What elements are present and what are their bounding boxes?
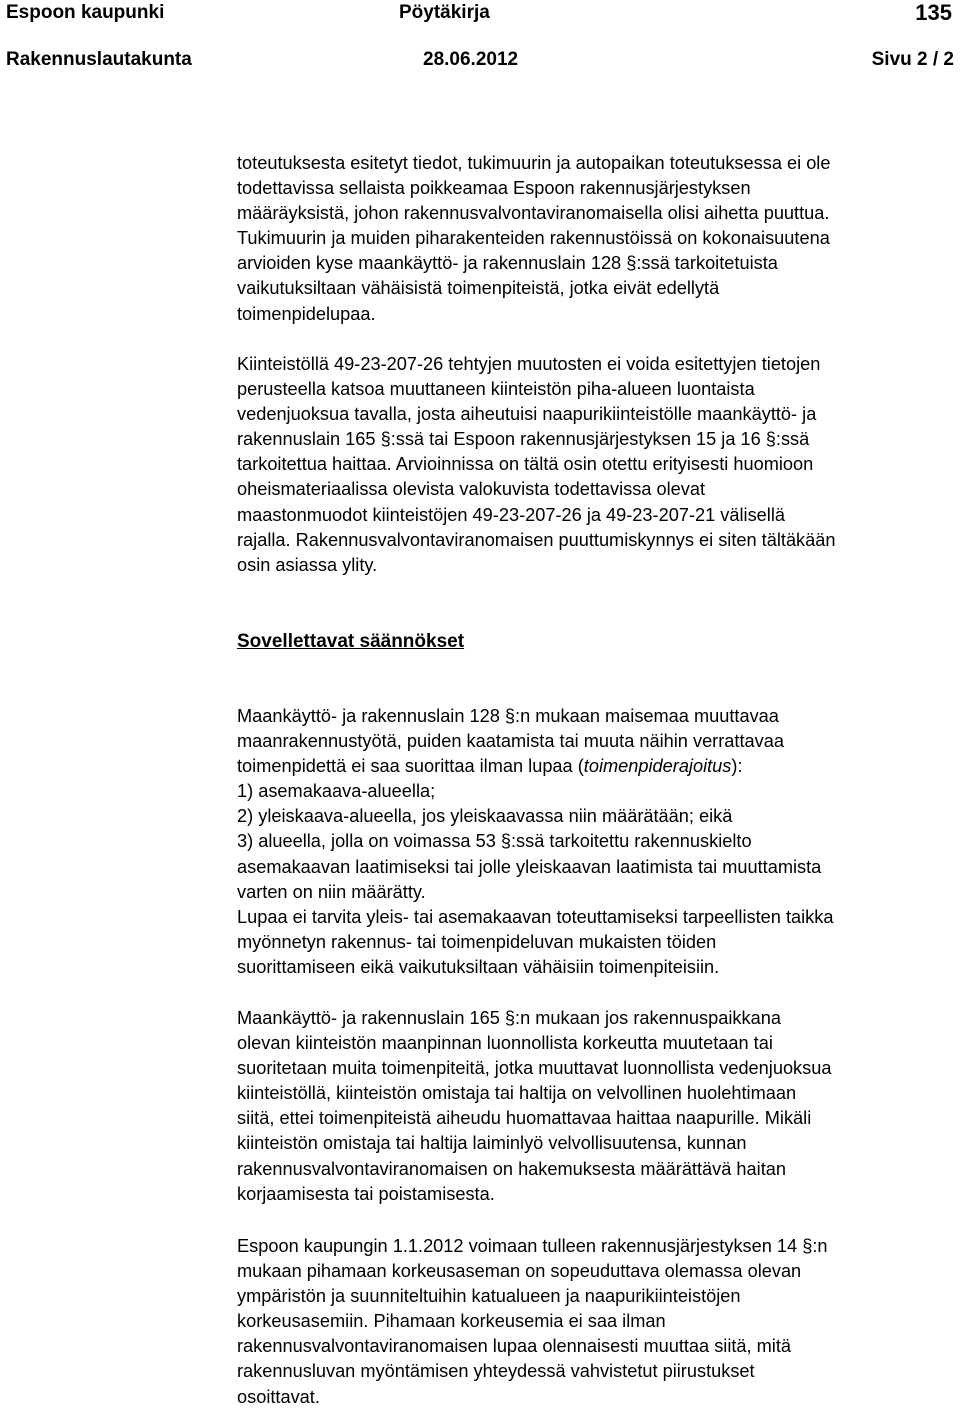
header-page: Sivu 2 / 2 — [871, 49, 954, 70]
paragraph-5-text: Espoon kaupungin 1.1.2012 voimaan tulleen rakennusjärjestyksen 14 §:n mukaan pihamaan korkeusaseman on sopeuduttava olemassa olevan ympäristön ja suunniteltuihin katualueen ja naapurikiinteistöjen korkeusasemiin. Pihamaan korkeusemia ei saa ilman rakennusvalvontaviranomaisen lupaa olennaisesti muuttaa siitä, mitä rakennusluvan myöntämisen yhteydessä vahvistetut piirustukset osoittavat. — [237, 1236, 828, 1407]
paragraph-4 — [237, 1006, 959, 1207]
paragraph-2 — [237, 352, 959, 578]
section-heading: Sovellettavat säännökset — [237, 631, 465, 652]
paragraph-3-part-2: ): 1) asemakaava-alueella; 2) yleiskaava-alueella, jos yleiskaavassa niin määrätään; eikä 3) alueella, jolla on voimassa 53 §:ssä tarkoitettu rakennuskielto asemakaavan laatimiseksi tai jolle yleiskaavan laatimista tai muuttamista varten on niin määrätty. Lupaa ei tarvita yleis- tai asemakaavan toteuttamiseksi tarpeellisten taikka myönnetyn rakennus- tai toimenpideluvan mukaisten töiden suorittamiseen eikä vaikutuksiltaan vähäisiin toimenpiteisiin. — [237, 756, 834, 977]
header-committee: Rakennuslautakunta — [6, 49, 192, 70]
header-doc-type: Pöytäkirja — [399, 2, 490, 23]
paragraph-3-italic-term: toimenpiderajoitus — [583, 756, 732, 777]
paragraph-5 — [237, 1234, 959, 1410]
header-row-2 — [6, 48, 954, 72]
header-date: 28.06.2012 — [423, 49, 519, 70]
paragraph-1 — [237, 151, 959, 327]
header-section-number: 135 — [915, 0, 952, 25]
paragraph-3 — [237, 704, 959, 980]
header-org: Espoon kaupunki — [6, 2, 165, 23]
paragraph-3-part-1: Maankäyttö- ja rakennuslain 128 §:n mukaan maisemaa muuttavaa maanrakennustyötä, puiden kaatamista tai muuta näihin verrattavaa toimenpidettä ei saa suorittaa ilman lupaa ( — [237, 706, 784, 777]
paragraph-2-text: Kiinteistöllä 49-23-207-26 tehtyjen muutosten ei voida esitettyjen tietojen perusteella katsoa muuttaneen kiinteistön piha-alueen luontaista vedenjuoksua tavalla, josta aiheutuisi naapurikiinteistölle maankäyttö- ja rakennuslain 165 §:ssä tai Espoon rakennusjärjestyksen 15 ja 16 §:ssä tarkoitettua haittaa. Arvioinnissa on tältä osin otettu erityisesti huomioon oheismateriaalissa olevista valokuvista todettavissa olevat maastonmuodot kiinteistöjen 49-23-207-26 ja 49-23-207-21 välisellä rajalla. Rakennusvalvontaviranomaisen puuttumiskynnys ei siten tältäkään osin asiassa ylity. — [237, 354, 836, 575]
paragraph-4-text: Maankäyttö- ja rakennuslain 165 §:n mukaan jos rakennuspaikkana olevan kiinteistön maanpinnan luonnollista korkeutta muutetaan tai suoritetaan muita toimenpiteitä, jotka muuttavat luonnollista vedenjuoksua kiinteistöllä, kiinteistön omistaja tai haltija on velvollinen huolehtimaan siitä, ettei toimenpiteistä aiheudu huomattavaa haittaa naapurille. Mikäli kiinteistön omistaja tai haltija laiminlyö velvollisuutensa, kunnan rakennusvalvontaviranomaisen on hakemuksesta määrättävä haitan korjaamisesta tai poistamisesta. — [237, 1008, 832, 1204]
paragraph-1-text: toteutuksesta esitetyt tiedot, tukimuurin ja autopaikan toteutuksessa ei ole todettavissa sellaista poikkeamaa Espoon rakennusjärjestyksen määräyksistä, johon rakennusvalvontaviranomaisella olisi aihetta puuttua. Tukimuurin ja muiden piharakenteiden rakennustöissä on kokonaisuutena arvioiden kyse maankäyttö- ja rakennuslain 128 §:ssä tarkoitetuista vaikutuksiltaan vähäisistä toimenpiteistä, jotka eivät edellytä toimenpidelupaa. — [237, 153, 831, 324]
header-row-1 — [6, 1, 954, 25]
paragraph-3-text — [237, 704, 959, 980]
